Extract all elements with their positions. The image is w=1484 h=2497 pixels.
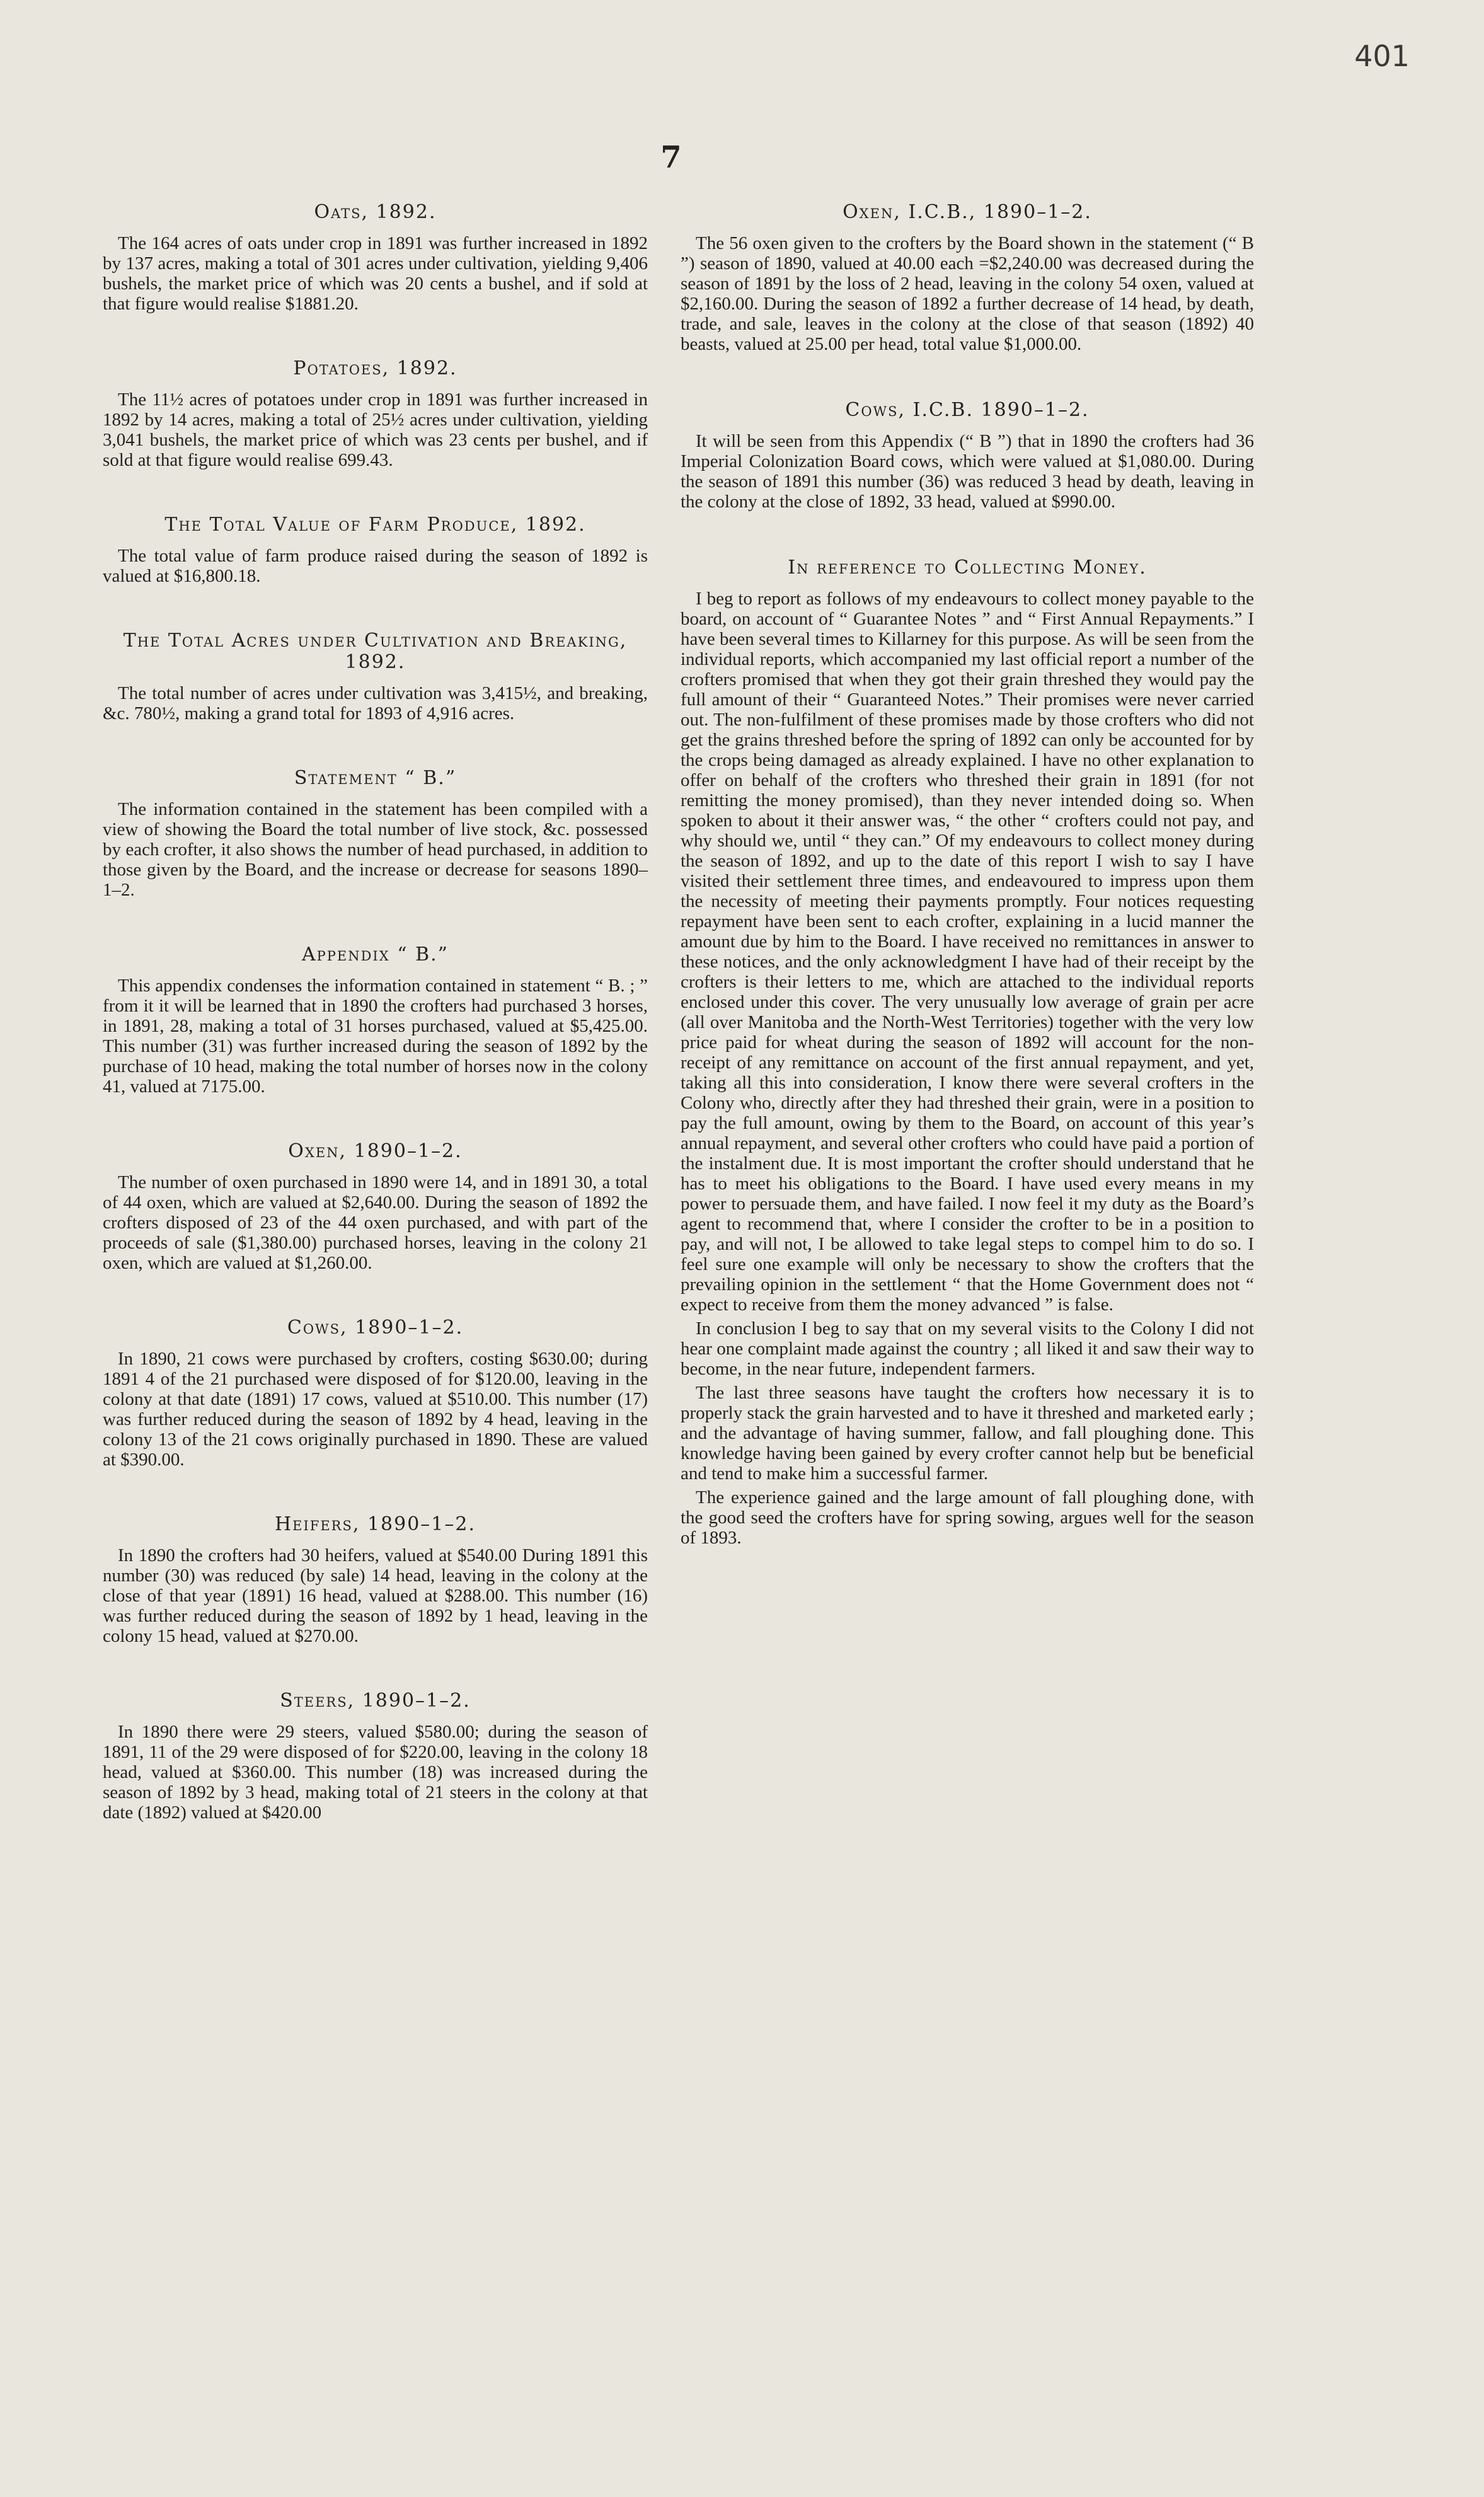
folio-number: 7 — [660, 140, 682, 175]
section-paragraph: The 11½ acres of potatoes under crop in 1891 was further increased in 1892 by 14 acres, making a total of 25½ acres under cultivation, yielding 3,041 bushels, the market price of which was 23 cents per bushel, and if sold at that figure would realise 699.43. — [103, 389, 648, 470]
section-heading: Potatoes, 1892. — [293, 357, 457, 379]
section-paragraph: The 56 oxen given to the crofters by the Board shown in the statement (“ B ”) season of 1890, valued at 40.00 each =$2,240.00 was decreased during the season of 1891 by the loss of 2 head, leaving in the colony 54 oxen, valued at $2,160.00. During the season of 1892 a further decrease of 14 head, by death, trade, and sale, leaves in the colony at the close of that season (1892) 40 beasts, valued at 25.00 per head, total value $1,000.00. — [681, 233, 1254, 354]
section-heading: Statement “ B.” — [294, 767, 457, 789]
section-heading: Appendix “ B.” — [301, 943, 449, 966]
section-paragraph: The last three seasons have taught the crofters how necessary it is to properly stack the grain harvested and to have it threshed and marketed early ; and the advantage of having summer, fallow, and fall ploughing done. This knowledge having been gained by every crofter cannot help but be beneficial and tend to make him a successful farmer. — [681, 1383, 1254, 1484]
section-heading: Steers, 1890–1–2. — [280, 1690, 471, 1712]
section-heading: Cows, I.C.B. 1890–1–2. — [845, 399, 1090, 421]
section-paragraph: I beg to report as follows of my endeavours to collect money payable to the board, on account of “ Guarantee Notes ” and “ First Annual Repayments.” I have been several times to Killarney for this purpose. As will be seen from the individual reports, which accompanied my last official report a number of the crofters promised that when they got their grain threshed they would pay the full amount of their “ Guaranteed Notes.” Their promises were never carried out. The non-fulfilment of these promises made by those crofters who did not get the grains threshed before the spring of 1892 can only be accounted for by the crops being damaged as already explained. I have no other explanation to offer on behalf of the crofters who threshed their grain in 1891 (for not remitting the money promised), than they never intended doing so. When spoken to about it their answer was, “ the other “ crofters could not pay, and why should we, until “ they can.” Of my endeavours to collect money during the season of 1892, and up to the date of this report I wish to say I have visited their settlement three times, and endeavoured to impress upon them the necessity of meeting their payments promptly. Four notices requesting repayment have been sent to each crofter, explaining in a lucid manner the amount due by him to the Board. I have received no remittances in answer to these notices, and the only acknowledgment I have had of their receipt by the crofters is their letters to me, which are attached to the individual reports enclosed under this cover. The very unusually low average of grain per acre (all over Manitoba and the North-West Territories) together with the very low price paid for wheat during the season of 1892 will account for the non-receipt of any remittance on account of the first annual repayment, and yet, taking all this into consideration, I know there were several crofters in the Colony who, directly after they had threshed their grain, were in a position to pay the full amount, owing by them to the Board, on account of this year’s annual repayment, and several other crofters who could have paid a portion of the instalment due. It is most important the crofter should understand that he has to meet his obligations to the Board. I have used every means in my power to persuade them, and have failed. I now feel it my duty as the Board’s agent to recommend that, where I consider the crofter to be in a position to pay, and will not, I be allowed to take legal steps to compel him to do so. I feel sure one example will only be necessary to show the crofters that the prevailing opinion in the settlement “ that the Home Government does not “ expect to receive from them the money advanced ” is false. — [681, 589, 1254, 1315]
left-column — [103, 202, 648, 1823]
section-paragraph: The number of oxen purchased in 1890 were 14, and in 1891 30, a total of 44 oxen, which are valued at $2,640.00. During the season of 1892 the crofters disposed of 23 of the 44 oxen purchased, and with part of the proceeds of sale ($1,380.00) purchased horses, leaving in the colony 21 oxen, which are valued at $1,260.00. — [103, 1172, 648, 1273]
section-paragraph: This appendix condenses the information contained in statement “ B. ; ” from it it will be learned that in 1890 the crofters had purchased 3 horses, in 1891, 28, making a total of 31 horses purchased, valued at $5,425.00. This number (31) was further increased during the season of 1892 by the purchase of 10 head, making the total number of horses now in the colony 41, valued at 7175.00. — [103, 976, 648, 1097]
page-number: 401 — [1354, 39, 1410, 73]
section-paragraph: The information contained in the statement has been compiled with a view of showing the Board the total number of live stock, &c. possessed by each crofter, it also shows the number of head purchased, in addition to those given by the Board, and the increase or decrease for seasons 1890–1–2. — [103, 799, 648, 900]
section-paragraph: In 1890 the crofters had 30 heifers, valued at $540.00 During 1891 this number (30) was reduced (by sale) 14 head, leaving in the colony at the close of that year (1891) 16 head, valued at $288.00. This number (16) was further reduced during the season of 1892 by 1 head, leaving in the colony 15 head, valued at $270.00. — [103, 1545, 648, 1646]
section-paragraph: The total value of farm produce raised during the season of 1892 is valued at $16,800.18. — [103, 546, 648, 586]
section-heading: Cows, 1890–1–2. — [287, 1317, 464, 1339]
section-heading: Oxen, 1890–1–2. — [288, 1140, 463, 1162]
section-heading: The Total Acres under Cultivation and Breaking, 1892. — [123, 630, 628, 673]
section-paragraph: The experience gained and the large amount of fall ploughing done, with the good seed the crofters have for spring sowing, argues well for the season of 1893. — [681, 1487, 1254, 1548]
section-paragraph: In 1890 there were 29 steers, valued $580.00; during the season of 1891, 11 of the 29 were disposed of for $220.00, leaving in the colony 18 head, valued at $360.00. This number (18) was increased during the season of 1892 by 3 head, making total of 21 steers in the colony at that date (1892) valued at $420.00 — [103, 1722, 648, 1823]
section-paragraph: In 1890, 21 cows were purchased by crofters, costing $630.00; during 1891 4 of the 21 purchased were disposed of for $120.00, leaving in the colony at that date (1891) 17 cows, valued at $510.00. This number (17) was further reduced during the season of 1892 by 4 head, leaving in the colony 13 of the 21 cows originally purchased in 1890. These are valued at $390.00. — [103, 1349, 648, 1470]
section-heading: The Total Value of Farm Produce, 1892. — [164, 514, 586, 536]
section-paragraph: The 164 acres of oats under crop in 1891 was further increased in 1892 by 137 acres, making a total of 301 acres under cultivation, yielding 9,406 bushels, the market price of which was 20 cents a bushel, and if sold at that figure would realise $1881.20. — [103, 233, 648, 314]
section-paragraph: It will be seen from this Appendix (“ B ”) that in 1890 the crofters had 36 Imperial Colonization Board cows, which were valued at $1,080.00. During the season of 1891 this number (36) was reduced 3 head by death, leaving in the colony at the close of 1892, 33 head, valued at $990.00. — [681, 431, 1254, 512]
section-heading: Oxen, I.C.B., 1890–1–2. — [843, 201, 1092, 223]
section-paragraph: The total number of acres under cultivation was 3,415½, and breaking, &c. 780½, making a grand total for 1893 of 4,916 acres. — [103, 683, 648, 724]
section-paragraph: In conclusion I beg to say that on my several visits to the Colony I did not hear one complaint made against the country ; all liked it and saw their way to become, in the near future, independent farmers. — [681, 1318, 1254, 1379]
section-heading: In reference to Collecting Money. — [788, 556, 1147, 579]
right-column — [681, 202, 1254, 1548]
section-heading: Heifers, 1890–1–2. — [274, 1513, 476, 1535]
section-heading: Oats, 1892. — [314, 201, 437, 223]
